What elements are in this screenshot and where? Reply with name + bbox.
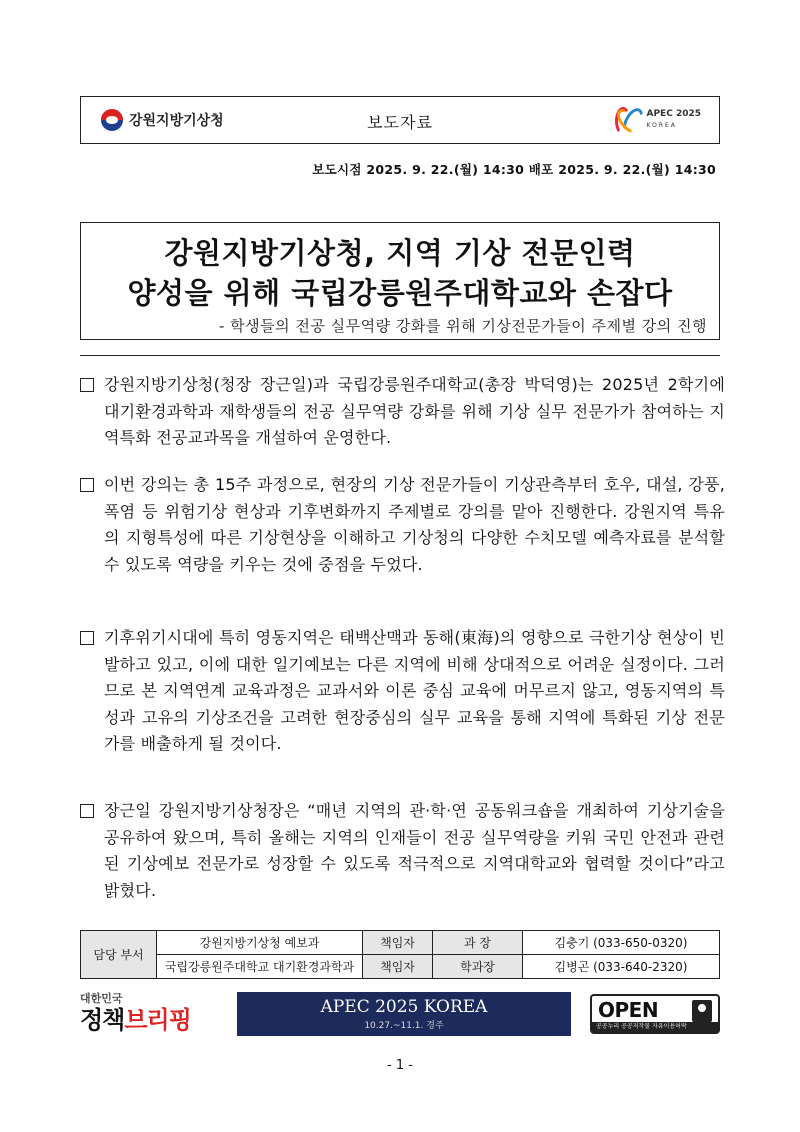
contact-dept: 국립강릉원주대학교 대기환경과학과 <box>157 955 363 979</box>
table-row <box>81 955 720 979</box>
apec-logo <box>615 107 702 133</box>
contact-person: 김충기 (033-650-0320) <box>523 931 720 955</box>
bullet-box-icon <box>80 478 94 492</box>
bullet-box-icon <box>80 378 94 392</box>
banner-date: 10.27.~11.1. 경주 <box>364 1021 444 1031</box>
paragraph-2 <box>80 472 725 578</box>
divider <box>80 355 720 356</box>
release-time: 보도시점 2025. 9. 22.(월) 14:30 배포 2025. 9. 22.(월) 14:30 <box>312 162 716 177</box>
headline-line-2: 양성을 위해 국립강릉원주대학교와 손잡다 <box>127 276 673 310</box>
headline-line-1: 강원지방기상청, 지역 기상 전문인력 <box>164 236 636 270</box>
paragraph-text: 이번 강의는 총 15주 과정으로, 현장의 기상 전문가들이 기상관측부터 호우, 대설, 강풍, 폭염 등 위험기상 현상과 기후변화까지 주제별로 강의를 맡아 진행한다. 강원지역 특유의 지형특성에 따른 기상현상을 이해하고 기상청의 다양한 수치모델 예측자료를 분석할 수 있도록 역량을 키우는 것에 중점을 두었다. <box>104 475 725 574</box>
paragraph-4 <box>80 798 725 904</box>
contact-role: 책임자 <box>363 931 433 955</box>
contact-dept: 강원지방기상청 예보과 <box>157 931 363 955</box>
briefing-word-a: 정책 <box>80 1006 125 1034</box>
paragraph-3 <box>80 625 725 758</box>
paragraph-text: 기후위기시대에 특히 영동지역은 태백산맥과 동해(東海)의 영향으로 극한기상 현상이 빈발하고 있고, 이에 대한 일기예보는 다른 지역에 비해 상대적으로 어려운 실정이다. 그러므로 본 지역연계 교육과정은 교과서와 이론 중심 교육에 머무르지 않고, 영동지역의 특성과 고유의 기상조건을 고려한 현장중심의 실무 교육을 통해 지역에 특화된 기상 전문가를 배출하게 될 것이다. <box>104 628 725 753</box>
kogl-open-badge <box>590 994 720 1034</box>
contact-table <box>80 930 720 979</box>
subtitle: - 학생들의 전공 실무역량 강화를 위해 기상전문가들이 주제별 강의 진행 <box>218 317 707 335</box>
apec-emblem-icon <box>615 107 641 133</box>
apec-banner <box>237 992 571 1036</box>
agency-name: 강원지방기상청 <box>129 113 224 129</box>
bullet-box-icon <box>80 631 94 645</box>
page-number: - 1 - <box>387 1058 413 1073</box>
contact-title: 학과장 <box>433 955 523 979</box>
policy-briefing-logo <box>80 990 210 1034</box>
contact-person: 김병곤 (033-640-2320) <box>523 955 720 979</box>
open-bar-text: 공공누리 공공저작물 자유이용허락 <box>592 1022 718 1032</box>
apec-logo-title: APEC 2025 <box>646 109 701 119</box>
banner-title: APEC 2025 KOREA <box>320 997 488 1017</box>
doc-type: 보도자료 <box>367 113 433 132</box>
table-row <box>81 931 720 955</box>
header-box <box>80 96 720 144</box>
open-word: OPEN <box>598 998 659 1022</box>
title-box <box>80 222 720 340</box>
briefing-word-b: 브리핑 <box>124 1006 191 1034</box>
footer-logos <box>80 990 720 1040</box>
apec-logo-sub: KOREA <box>646 122 677 129</box>
paragraph-text: 강원지방기상청(청장 장근일)과 국립강릉원주대학교(총장 박덕영)는 2025년 2학기에 대기환경과학과 재학생들의 전공 실무역량 강화를 위해 기상 실무 전문가가 참여하는 지역특화 전공교과목을 개설하여 운영한다. <box>104 375 725 447</box>
contact-label: 담당 부서 <box>81 931 157 979</box>
briefing-small-text: 대한민국 <box>80 992 123 1005</box>
bullet-box-icon <box>80 804 94 818</box>
paragraph-text: 장근일 강원지방기상청장은 “매년 지역의 관·학·연 공동워크숍을 개최하여 기상기술을 공유하여 왔으며, 특히 올해는 지역의 인재들이 전공 실무역량을 키워 국민 안전과 관련된 기상예보 전문가로 성장할 수 있도록 적극적으로 지역대학교와 협력할 것이다”라고 밝혔다. <box>104 801 725 900</box>
paragraph-1 <box>80 372 725 452</box>
contact-title: 과 장 <box>433 931 523 955</box>
person-icon <box>692 1000 712 1022</box>
contact-role: 책임자 <box>363 955 433 979</box>
